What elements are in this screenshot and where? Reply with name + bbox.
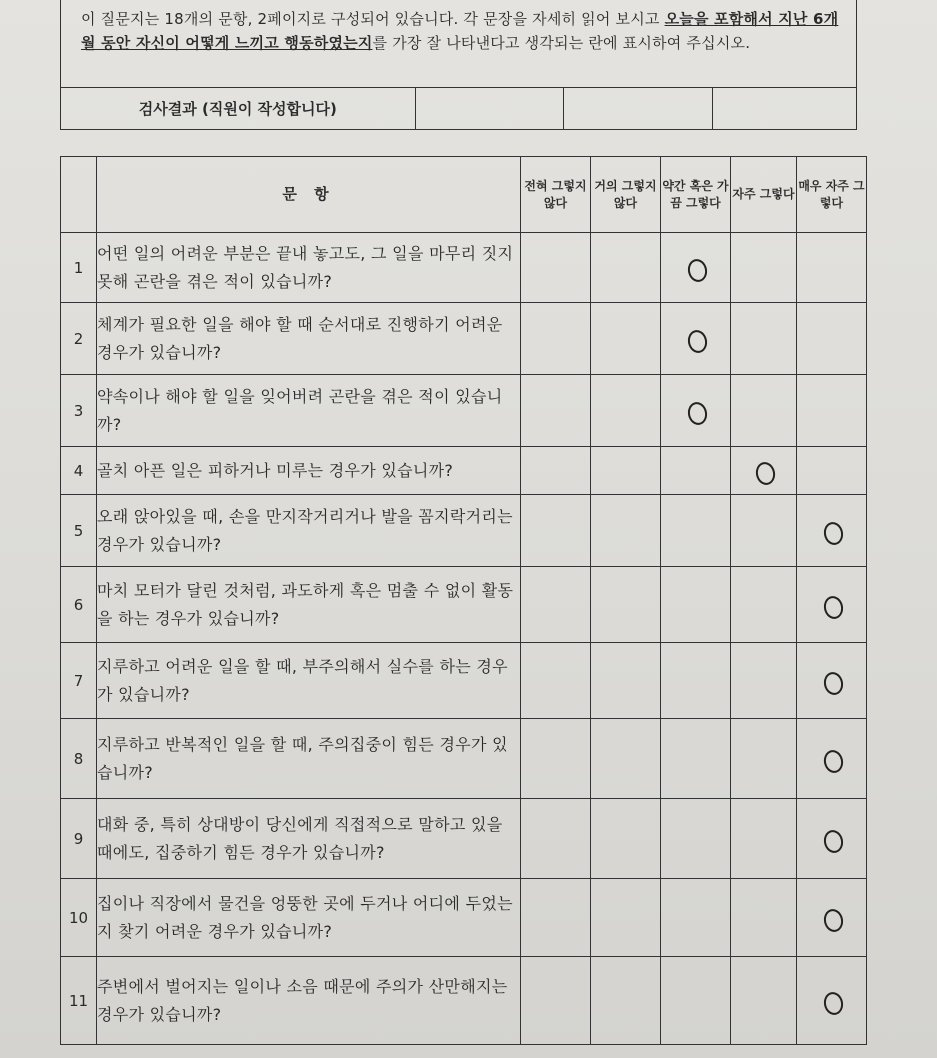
header-row — [61, 157, 867, 233]
answer-cell[interactable] — [521, 233, 591, 303]
instruction-text-part1: 이 질문지는 18개의 문항, 2페이지로 구성되어 있습니다. 각 문장을 자세히 읽어 보시고 — [81, 10, 665, 28]
question-number: 4 — [61, 447, 97, 495]
answer-cell[interactable] — [661, 567, 731, 643]
answer-cell[interactable] — [797, 447, 867, 495]
answer-cell[interactable] — [521, 303, 591, 375]
instruction-emphasis: 오늘을 포함해서 지난 6개월 동안 자신이 어떻게 느끼고 행동하였는지 — [81, 10, 839, 52]
question-table — [60, 156, 867, 1045]
answer-cell-circled[interactable] — [797, 495, 867, 567]
result-cell[interactable] — [713, 88, 856, 130]
question-row — [61, 799, 867, 879]
answer-cell[interactable] — [521, 799, 591, 879]
question-text: 지루하고 어려운 일을 할 때, 부주의해서 실수를 하는 경우가 있습니까? — [97, 643, 521, 719]
question-number: 2 — [61, 303, 97, 375]
answer-cell[interactable] — [591, 719, 661, 799]
answer-cell[interactable] — [521, 719, 591, 799]
question-number: 6 — [61, 567, 97, 643]
answer-cell[interactable] — [731, 643, 797, 719]
question-number: 1 — [61, 233, 97, 303]
question-row — [61, 719, 867, 799]
question-text: 지루하고 반복적인 일을 할 때, 주의집중이 힘든 경우가 있습니까? — [97, 719, 521, 799]
answer-cell[interactable] — [731, 799, 797, 879]
question-row — [61, 567, 867, 643]
question-row — [61, 495, 867, 567]
question-text: 집이나 직장에서 물건을 엉뚱한 곳에 두거나 어디에 두었는지 찾기 어려운 경우가 있습니까? — [97, 879, 521, 957]
question-row — [61, 879, 867, 957]
answer-cell[interactable] — [591, 879, 661, 957]
question-number: 3 — [61, 375, 97, 447]
col-header-rarely: 거의 그렇지 않다 — [591, 157, 661, 233]
answer-cell[interactable] — [661, 495, 731, 567]
answer-cell[interactable] — [731, 879, 797, 957]
item-header: 문 항 — [97, 157, 521, 233]
col-header-sometimes: 약간 혹은 가끔 그렇다 — [661, 157, 731, 233]
answer-cell[interactable] — [731, 719, 797, 799]
col-header-very-often: 매우 자주 그렇다 — [797, 157, 867, 233]
answer-cell[interactable] — [521, 447, 591, 495]
answer-cell[interactable] — [731, 495, 797, 567]
answer-cell[interactable] — [591, 495, 661, 567]
col-header-never: 전혀 그렇지 않다 — [521, 157, 591, 233]
answer-cell[interactable] — [591, 303, 661, 375]
answer-cell[interactable] — [521, 879, 591, 957]
answer-cell[interactable] — [661, 719, 731, 799]
question-text: 마치 모터가 달린 것처럼, 과도하게 혹은 멈출 수 없이 활동을 하는 경우가 있습니까? — [97, 567, 521, 643]
result-cell[interactable] — [564, 88, 712, 130]
answer-cell[interactable] — [591, 567, 661, 643]
answer-cell[interactable] — [731, 567, 797, 643]
result-cell[interactable] — [416, 88, 564, 130]
answer-cell-circled[interactable] — [797, 799, 867, 879]
question-row — [61, 375, 867, 447]
question-number: 10 — [61, 879, 97, 957]
answer-cell[interactable] — [661, 879, 731, 957]
answer-cell[interactable] — [591, 643, 661, 719]
question-text: 체계가 필요한 일을 해야 할 때 순서대로 진행하기 어려운 경우가 있습니까? — [97, 303, 521, 375]
question-row — [61, 303, 867, 375]
answer-cell[interactable] — [521, 495, 591, 567]
answer-cell[interactable] — [591, 375, 661, 447]
answer-cell-circled[interactable] — [797, 567, 867, 643]
result-label: 검사결과 (직원이 작성합니다) — [61, 88, 416, 130]
result-row — [61, 87, 856, 130]
answer-cell-circled[interactable] — [797, 879, 867, 957]
question-row — [61, 233, 867, 303]
answer-cell[interactable] — [731, 303, 797, 375]
answer-cell-circled[interactable] — [661, 375, 731, 447]
question-number: 8 — [61, 719, 97, 799]
answer-cell[interactable] — [731, 375, 797, 447]
answer-cell[interactable] — [797, 303, 867, 375]
answer-cell-circled[interactable] — [797, 957, 867, 1045]
answer-cell[interactable] — [591, 957, 661, 1045]
answer-cell[interactable] — [661, 643, 731, 719]
answer-cell-circled[interactable] — [661, 303, 731, 375]
answer-cell[interactable] — [661, 957, 731, 1045]
instruction-box — [60, 0, 857, 130]
answer-cell[interactable] — [797, 375, 867, 447]
answer-cell-circled[interactable] — [797, 719, 867, 799]
answer-cell[interactable] — [521, 567, 591, 643]
answer-cell[interactable] — [521, 957, 591, 1045]
answer-cell[interactable] — [661, 447, 731, 495]
answer-cell-circled[interactable] — [661, 233, 731, 303]
question-number: 11 — [61, 957, 97, 1045]
answer-cell[interactable] — [731, 233, 797, 303]
question-row — [61, 447, 867, 495]
question-number: 7 — [61, 643, 97, 719]
number-header — [61, 157, 97, 233]
answer-cell[interactable] — [731, 957, 797, 1045]
question-row — [61, 957, 867, 1045]
answer-cell-circled[interactable] — [731, 447, 797, 495]
question-text: 주변에서 벌어지는 일이나 소음 때문에 주의가 산만해지는 경우가 있습니까? — [97, 957, 521, 1045]
answer-cell[interactable] — [661, 799, 731, 879]
answer-cell[interactable] — [591, 799, 661, 879]
question-text: 어떤 일의 어려운 부분은 끝내 놓고도, 그 일을 마무리 짓지 못해 곤란을 겪은 적이 있습니까? — [97, 233, 521, 303]
question-text: 골치 아픈 일은 피하거나 미루는 경우가 있습니까? — [97, 447, 521, 495]
question-number: 9 — [61, 799, 97, 879]
answer-cell[interactable] — [521, 375, 591, 447]
question-text: 약속이나 해야 할 일을 잊어버려 곤란을 겪은 적이 있습니까? — [97, 375, 521, 447]
question-text: 대화 중, 특히 상대방이 당신에게 직접적으로 말하고 있을 때에도, 집중하기 힘든 경우가 있습니까? — [97, 799, 521, 879]
question-number: 5 — [61, 495, 97, 567]
instruction-text-part2: 를 가장 잘 나타낸다고 생각되는 란에 표시하여 주십시오. — [372, 34, 751, 52]
answer-cell[interactable] — [797, 233, 867, 303]
answer-cell[interactable] — [521, 643, 591, 719]
col-header-often: 자주 그렇다 — [731, 157, 797, 233]
answer-cell[interactable] — [591, 233, 661, 303]
answer-cell[interactable] — [591, 447, 661, 495]
instruction-text — [81, 7, 841, 55]
answer-cell-circled[interactable] — [797, 643, 867, 719]
question-row — [61, 643, 867, 719]
question-text: 오래 앉아있을 때, 손을 만지작거리거나 발을 꼼지락거리는 경우가 있습니까? — [97, 495, 521, 567]
